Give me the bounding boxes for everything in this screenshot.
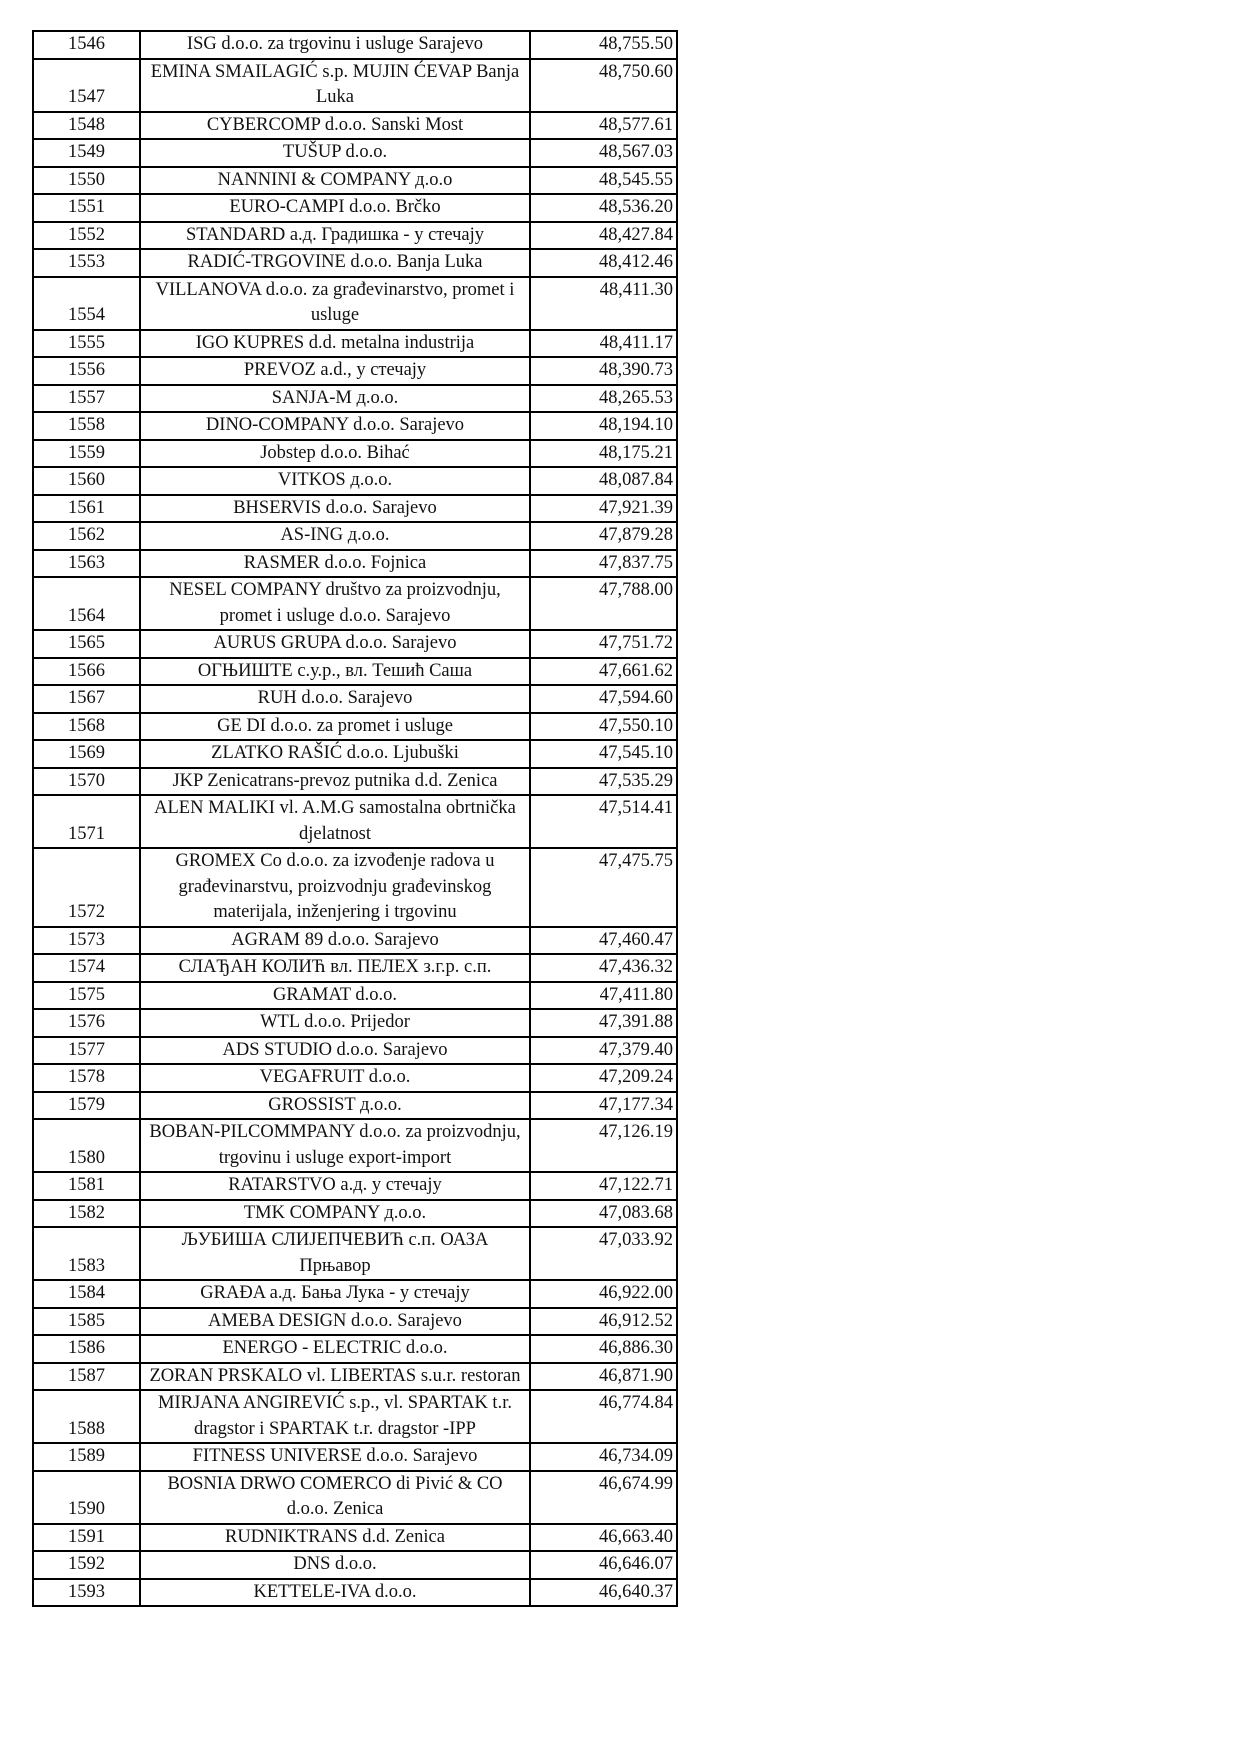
company-name-cell: ZLATKO RAŠIĆ d.o.o. Ljubuški [140, 740, 530, 768]
company-name-cell: CYBERCOMP d.o.o. Sanski Most [140, 112, 530, 140]
company-name-cell: RATARSTVO а.д. у стечају [140, 1172, 530, 1200]
amount-cell: 47,475.75 [530, 848, 677, 927]
company-name-cell: VILLANOVA d.o.o. za građevinarstvo, promet i usluge [140, 277, 530, 330]
row-number-cell: 1552 [33, 222, 140, 250]
row-number-cell: 1566 [33, 658, 140, 686]
row-number-cell: 1548 [33, 112, 140, 140]
row-number-cell: 1551 [33, 194, 140, 222]
table-row [33, 630, 677, 658]
table-row [33, 685, 677, 713]
table-row [33, 1363, 677, 1391]
company-name-cell: GROSSIST д.о.о. [140, 1092, 530, 1120]
amount-cell: 47,083.68 [530, 1200, 677, 1228]
table-body [33, 31, 677, 1606]
company-name-cell: RASMER d.o.o. Fojnica [140, 550, 530, 578]
row-number-cell: 1558 [33, 412, 140, 440]
company-name-cell: AGRAM 89 d.o.o. Sarajevo [140, 927, 530, 955]
amount-cell: 47,436.32 [530, 954, 677, 982]
company-name-cell: BHSERVIS d.o.o. Sarajevo [140, 495, 530, 523]
row-number-cell: 1575 [33, 982, 140, 1010]
table-row [33, 577, 677, 630]
row-number-cell: 1564 [33, 577, 140, 630]
company-name-cell: AS-ING д.о.о. [140, 522, 530, 550]
table-row [33, 385, 677, 413]
company-name-cell: Jobstep d.o.o. Bihać [140, 440, 530, 468]
row-number-cell: 1570 [33, 768, 140, 796]
row-number-cell: 1590 [33, 1471, 140, 1524]
table-row [33, 1390, 677, 1443]
amount-cell: 48,750.60 [530, 59, 677, 112]
table-row [33, 59, 677, 112]
table-row [33, 167, 677, 195]
amount-cell: 48,536.20 [530, 194, 677, 222]
table-row [33, 1443, 677, 1471]
table-row [33, 1308, 677, 1336]
row-number-cell: 1580 [33, 1119, 140, 1172]
amount-cell: 48,411.30 [530, 277, 677, 330]
company-name-cell: JKP Zenicatrans-prevoz putnika d.d. Zenica [140, 768, 530, 796]
table-row [33, 495, 677, 523]
company-name-cell: GROMEX Co d.o.o. za izvođenje radova u građevinarstvu, proizvodnju građevinskog materijala, inženjering i trgovinu [140, 848, 530, 927]
row-number-cell: 1562 [33, 522, 140, 550]
amount-cell: 47,209.24 [530, 1064, 677, 1092]
table-row [33, 848, 677, 927]
amount-cell: 46,646.07 [530, 1551, 677, 1579]
table-row [33, 1037, 677, 1065]
row-number-cell: 1560 [33, 467, 140, 495]
row-number-cell: 1574 [33, 954, 140, 982]
table-row [33, 330, 677, 358]
company-name-cell: VEGAFRUIT d.o.o. [140, 1064, 530, 1092]
company-name-cell: TMK COMPANY д.о.о. [140, 1200, 530, 1228]
row-number-cell: 1589 [33, 1443, 140, 1471]
amount-cell: 46,922.00 [530, 1280, 677, 1308]
row-number-cell: 1578 [33, 1064, 140, 1092]
row-number-cell: 1557 [33, 385, 140, 413]
table-row [33, 1200, 677, 1228]
company-name-cell: DNS d.o.o. [140, 1551, 530, 1579]
company-name-cell: ADS STUDIO d.o.o. Sarajevo [140, 1037, 530, 1065]
table-row [33, 795, 677, 848]
amount-cell: 48,577.61 [530, 112, 677, 140]
company-name-cell: ZORAN PRSKALO vl. LIBERTAS s.u.r. restoran [140, 1363, 530, 1391]
table-row [33, 1579, 677, 1607]
table-row [33, 1551, 677, 1579]
company-name-cell: WTL d.o.o. Prijedor [140, 1009, 530, 1037]
amount-cell: 46,774.84 [530, 1390, 677, 1443]
company-name-cell: GE DI d.o.o. za promet i usluge [140, 713, 530, 741]
table-row [33, 1092, 677, 1120]
table-row [33, 139, 677, 167]
amount-cell: 47,879.28 [530, 522, 677, 550]
row-number-cell: 1553 [33, 249, 140, 277]
table-row [33, 740, 677, 768]
row-number-cell: 1556 [33, 357, 140, 385]
company-name-cell: GRAĐA а.д. Бања Лука - у стечају [140, 1280, 530, 1308]
amount-cell: 46,871.90 [530, 1363, 677, 1391]
company-name-cell: BOSNIA DRWO COMERCO di Pivić & CO d.o.o. Zenica [140, 1471, 530, 1524]
row-number-cell: 1584 [33, 1280, 140, 1308]
table-row [33, 1471, 677, 1524]
row-number-cell: 1561 [33, 495, 140, 523]
table-row [33, 1524, 677, 1552]
company-name-cell: DINO-COMPANY d.o.o. Sarajevo [140, 412, 530, 440]
row-number-cell: 1588 [33, 1390, 140, 1443]
table-row [33, 982, 677, 1010]
amount-cell: 48,390.73 [530, 357, 677, 385]
table-row [33, 658, 677, 686]
amount-cell: 48,545.55 [530, 167, 677, 195]
row-number-cell: 1568 [33, 713, 140, 741]
company-name-cell: KETTELE-IVA d.o.o. [140, 1579, 530, 1607]
row-number-cell: 1573 [33, 927, 140, 955]
table-row [33, 1280, 677, 1308]
company-name-cell: RUH d.o.o. Sarajevo [140, 685, 530, 713]
company-name-cell: AMEBA DESIGN d.o.o. Sarajevo [140, 1308, 530, 1336]
company-name-cell: IGO KUPRES d.d. metalna industrija [140, 330, 530, 358]
table-row [33, 440, 677, 468]
company-name-cell: EMINA SMAILAGIĆ s.p. MUJIN ĆEVAP Banja Luka [140, 59, 530, 112]
company-name-cell: TUŠUP d.o.o. [140, 139, 530, 167]
company-name-cell: ЉУБИША СЛИЈЕПЧЕВИЋ с.п. ОАЗА Прњавор [140, 1227, 530, 1280]
row-number-cell: 1582 [33, 1200, 140, 1228]
row-number-cell: 1577 [33, 1037, 140, 1065]
table-row [33, 277, 677, 330]
row-number-cell: 1586 [33, 1335, 140, 1363]
amount-cell: 47,411.80 [530, 982, 677, 1010]
row-number-cell: 1546 [33, 31, 140, 59]
row-number-cell: 1549 [33, 139, 140, 167]
company-name-cell: ISG d.o.o. za trgovinu i usluge Sarajevo [140, 31, 530, 59]
row-number-cell: 1547 [33, 59, 140, 112]
amount-cell: 48,755.50 [530, 31, 677, 59]
table-row [33, 768, 677, 796]
company-name-cell: ENERGO - ELECTRIC d.o.o. [140, 1335, 530, 1363]
table-row [33, 1064, 677, 1092]
row-number-cell: 1569 [33, 740, 140, 768]
table-row [33, 31, 677, 59]
companies-table [32, 30, 678, 1607]
company-name-cell: AURUS GRUPA d.o.o. Sarajevo [140, 630, 530, 658]
amount-cell: 47,751.72 [530, 630, 677, 658]
row-number-cell: 1579 [33, 1092, 140, 1120]
row-number-cell: 1592 [33, 1551, 140, 1579]
company-name-cell: GRAMAT d.o.o. [140, 982, 530, 1010]
amount-cell: 48,194.10 [530, 412, 677, 440]
amount-cell: 46,886.30 [530, 1335, 677, 1363]
table-row [33, 1227, 677, 1280]
company-name-cell: BOBAN-PILCOMMPANY d.o.o. za proizvodnju, trgovinu i usluge export-import [140, 1119, 530, 1172]
amount-cell: 48,087.84 [530, 467, 677, 495]
amount-cell: 46,663.40 [530, 1524, 677, 1552]
table-row [33, 954, 677, 982]
row-number-cell: 1554 [33, 277, 140, 330]
company-name-cell: ОГЊИШТЕ с.у.р., вл. Тешић Саша [140, 658, 530, 686]
amount-cell: 47,514.41 [530, 795, 677, 848]
company-name-cell: ALEN MALIKI vl. A.M.G samostalna obrtnička djelatnost [140, 795, 530, 848]
company-name-cell: EURO-CAMPI d.o.o. Brčko [140, 194, 530, 222]
row-number-cell: 1559 [33, 440, 140, 468]
amount-cell: 47,033.92 [530, 1227, 677, 1280]
amount-cell: 47,545.10 [530, 740, 677, 768]
amount-cell: 48,412.46 [530, 249, 677, 277]
amount-cell: 47,126.19 [530, 1119, 677, 1172]
amount-cell: 47,550.10 [530, 713, 677, 741]
company-name-cell: STANDARD а.д. Градишка - у стечају [140, 222, 530, 250]
table-row [33, 927, 677, 955]
company-name-cell: VITKOS д.о.о. [140, 467, 530, 495]
row-number-cell: 1567 [33, 685, 140, 713]
table-row [33, 112, 677, 140]
amount-cell: 47,788.00 [530, 577, 677, 630]
company-name-cell: MIRJANA ANGIREVIĆ s.p., vl. SPARTAK t.r. dragstor i SPARTAK t.r. dragstor -IPP [140, 1390, 530, 1443]
amount-cell: 48,411.17 [530, 330, 677, 358]
amount-cell: 47,391.88 [530, 1009, 677, 1037]
amount-cell: 47,379.40 [530, 1037, 677, 1065]
row-number-cell: 1565 [33, 630, 140, 658]
table-row [33, 249, 677, 277]
row-number-cell: 1585 [33, 1308, 140, 1336]
table-row [33, 412, 677, 440]
table-row [33, 1119, 677, 1172]
company-name-cell: RUDNIKTRANS d.d. Zenica [140, 1524, 530, 1552]
amount-cell: 48,265.53 [530, 385, 677, 413]
row-number-cell: 1593 [33, 1579, 140, 1607]
row-number-cell: 1550 [33, 167, 140, 195]
table-row [33, 550, 677, 578]
table-row [33, 222, 677, 250]
amount-cell: 46,912.52 [530, 1308, 677, 1336]
company-name-cell: PREVOZ a.d., у стечају [140, 357, 530, 385]
amount-cell: 46,640.37 [530, 1579, 677, 1607]
company-name-cell: FITNESS UNIVERSE d.o.o. Sarajevo [140, 1443, 530, 1471]
table-row [33, 1335, 677, 1363]
company-name-cell: SANJA-M д.о.о. [140, 385, 530, 413]
company-name-cell: СЛАЂАН КОЛИЋ вл. ПЕЛЕХ з.г.р. с.п. [140, 954, 530, 982]
table-row [33, 1009, 677, 1037]
amount-cell: 48,427.84 [530, 222, 677, 250]
company-name-cell: NANNINI & COMPANY д.о.о [140, 167, 530, 195]
row-number-cell: 1576 [33, 1009, 140, 1037]
amount-cell: 46,674.99 [530, 1471, 677, 1524]
row-number-cell: 1572 [33, 848, 140, 927]
amount-cell: 46,734.09 [530, 1443, 677, 1471]
amount-cell: 47,535.29 [530, 768, 677, 796]
table-row [33, 713, 677, 741]
amount-cell: 47,122.71 [530, 1172, 677, 1200]
company-name-cell: NESEL COMPANY društvo za proizvodnju, promet i usluge d.o.o. Sarajevo [140, 577, 530, 630]
table-row [33, 467, 677, 495]
amount-cell: 47,594.60 [530, 685, 677, 713]
table-row [33, 357, 677, 385]
row-number-cell: 1587 [33, 1363, 140, 1391]
table-row [33, 1172, 677, 1200]
company-name-cell: RADIĆ-TRGOVINE d.o.o. Banja Luka [140, 249, 530, 277]
amount-cell: 48,567.03 [530, 139, 677, 167]
amount-cell: 48,175.21 [530, 440, 677, 468]
table-row [33, 522, 677, 550]
amount-cell: 47,661.62 [530, 658, 677, 686]
table-row [33, 194, 677, 222]
row-number-cell: 1563 [33, 550, 140, 578]
row-number-cell: 1581 [33, 1172, 140, 1200]
amount-cell: 47,837.75 [530, 550, 677, 578]
row-number-cell: 1571 [33, 795, 140, 848]
row-number-cell: 1555 [33, 330, 140, 358]
row-number-cell: 1583 [33, 1227, 140, 1280]
amount-cell: 47,460.47 [530, 927, 677, 955]
amount-cell: 47,921.39 [530, 495, 677, 523]
row-number-cell: 1591 [33, 1524, 140, 1552]
amount-cell: 47,177.34 [530, 1092, 677, 1120]
